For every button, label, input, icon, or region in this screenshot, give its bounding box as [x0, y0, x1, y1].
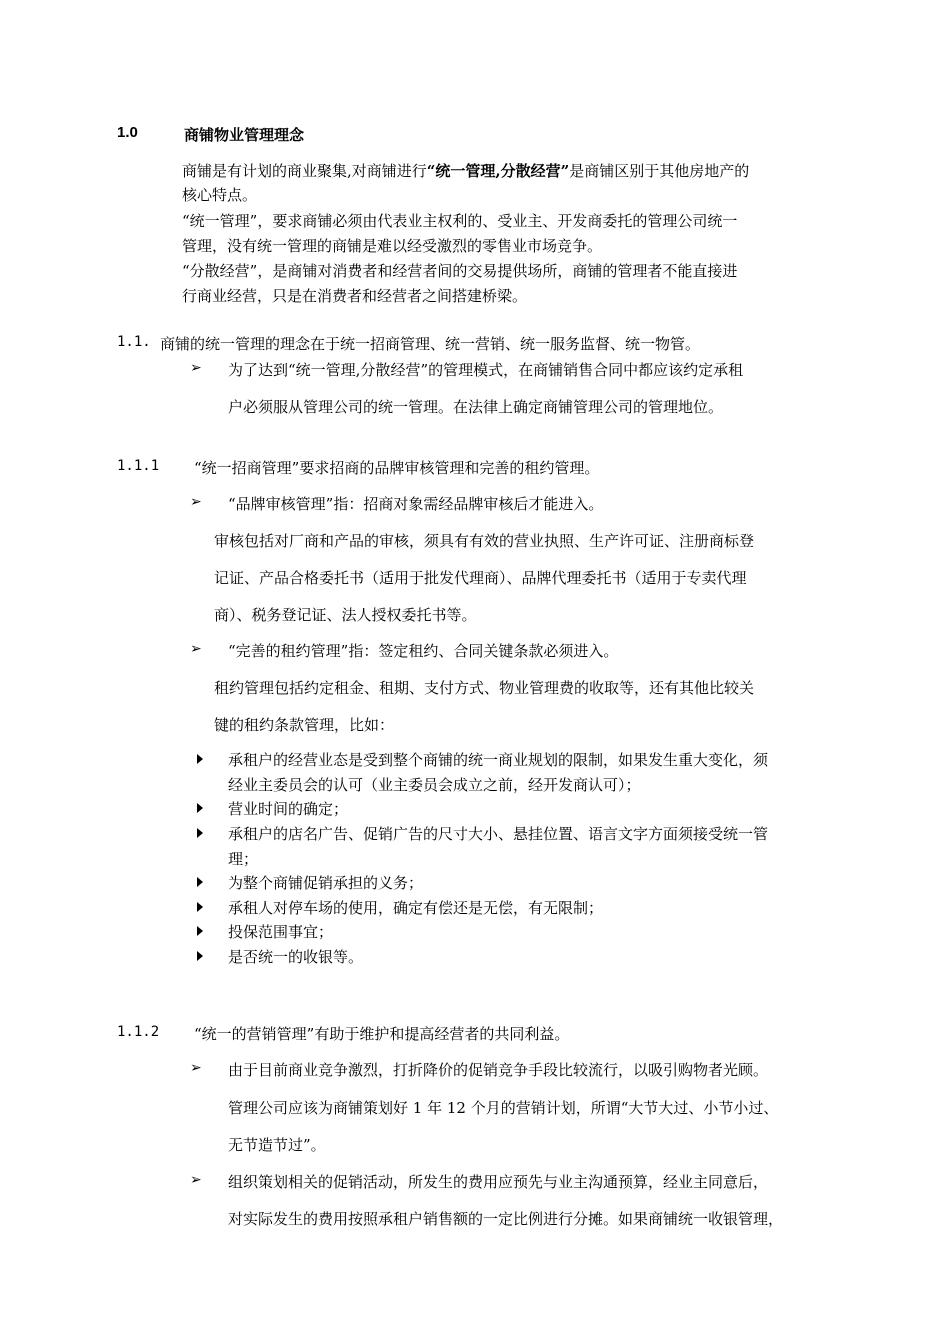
- bullet-text: 为了达到“统一管理,分散经营”的管理模式，在商铺销售合同中都应该约定承租: [228, 361, 744, 379]
- paragraph-line: 审核包括对厂商和产品的审核，须具有有效的营业执照、生产许可证、注册商标登: [214, 532, 755, 550]
- paragraph-line: “统一管理”，要求商铺必须由代表业主权利的、受业主、开发商委托的管理公司统一: [182, 212, 738, 230]
- paragraph: [182, 160, 749, 181]
- bullet-text: “品牌审核管理”指：招商对象需经品牌审核后才能进入。: [228, 495, 604, 513]
- paragraph-line: 行商业经营，只是在消费者和经营者之间搭建桥梁。: [182, 287, 528, 305]
- triangle-bullet-icon: [197, 877, 203, 887]
- triangle-bullet-icon: [197, 828, 203, 838]
- paragraph-line: 记证、产品合格委托书（适用于批发代理商）、品牌代理委托书（适用于专卖代理: [214, 569, 747, 587]
- bullet-text: 组织策划相关的促销活动，所发生的费用应预先与业主沟通预算，经业主同意后，: [228, 1173, 769, 1191]
- bullet-text: “完善的租约管理”指：签定租约、合同关键条款必须进入。: [228, 642, 619, 660]
- list-item: 为整个商铺促销承担的义务；: [228, 874, 424, 892]
- bullet-text: 由于目前商业竞争激烈，打折降价的促销竞争手段比较流行，以吸引购物者光顾。: [228, 1061, 769, 1079]
- bold-text: “统一管理,分散经营”: [426, 162, 570, 180]
- triangle-bullet-icon: [197, 926, 203, 936]
- paragraph-line: 租约管理包括约定租金、租期、支付方式、物业管理费的收取等，还有其他比较关: [214, 679, 755, 697]
- paragraph-line: 键的租约条款管理，比如：: [214, 716, 395, 734]
- paragraph-line: 无节造节过”。: [228, 1136, 326, 1154]
- section-text: “统一的营销管理”有助于维护和提高经营者的共同利益。: [194, 1025, 570, 1043]
- triangle-bullet-icon: [197, 754, 203, 764]
- triangle-bullet-icon: [197, 902, 203, 912]
- list-item: 承租户的经营业态是受到整个商铺的统一商业规划的限制，如果发生重大变化，须: [228, 751, 769, 769]
- arrow-bullet-icon: ➢: [190, 1060, 202, 1076]
- arrow-bullet-icon: ➢: [190, 1172, 202, 1188]
- section-number: 1.1.: [117, 334, 151, 350]
- paragraph-line: 商）、税务登记证、法人授权委托书等。: [214, 606, 477, 624]
- section-number: 1.1.1: [117, 458, 160, 474]
- paragraph-line: 管理，没有统一管理的商铺是难以经受激烈的零售业市场竞争。: [182, 237, 603, 255]
- paragraph-text: 商铺是有计划的商业聚集,对商铺进行: [182, 162, 427, 180]
- list-item: 理；: [228, 850, 259, 868]
- paragraph-line: 核心特点。: [182, 186, 258, 204]
- section-number: 1.0: [117, 124, 138, 141]
- arrow-bullet-icon: ➢: [190, 494, 202, 510]
- section-number: 1.1.2: [117, 1024, 160, 1040]
- triangle-bullet-icon: [197, 951, 203, 961]
- list-item: 经业主委员会的认可（业主委员会成立之前，经开发商认可）；: [228, 776, 641, 794]
- bullet-text: 户必须服从管理公司的统一管理。在法律上确定商铺管理公司的管理地位。: [228, 398, 724, 416]
- section-text: 商铺的统一管理的理念在于统一招商管理、统一营销、统一服务监督、统一物管。: [160, 335, 701, 353]
- list-item: 承租户的店名广告、促销广告的尺寸大小、悬挂位置、语言文字方面须接受统一管: [228, 825, 769, 843]
- list-item: 承租人对停车场的使用，确定有偿还是无偿，有无限制；: [228, 899, 604, 917]
- paragraph-line: 管理公司应该为商铺策划好 1 年 12 个月的营销计划，所谓“大节大过、小节小过、: [228, 1099, 779, 1117]
- triangle-bullet-icon: [197, 803, 203, 813]
- arrow-bullet-icon: ➢: [190, 641, 202, 657]
- paragraph-text: 是商铺区别于其他房地产的: [569, 162, 750, 180]
- section-title: 商铺物业管理理念: [184, 126, 305, 144]
- section-text: “统一招商管理”要求招商的品牌审核管理和完善的租约管理。: [194, 459, 600, 477]
- paragraph-line: 对实际发生的费用按照承租户销售额的一定比例进行分摊。如果商铺统一收银管理，: [228, 1210, 784, 1228]
- arrow-bullet-icon: ➢: [190, 360, 202, 376]
- list-item: 是否统一的收银等。: [228, 948, 364, 966]
- paragraph-line: “分散经营”，是商铺对消费者和经营者间的交易提供场所，商铺的管理者不能直接进: [182, 262, 738, 280]
- list-item: 投保范围事宜；: [228, 923, 334, 941]
- list-item: 营业时间的确定；: [228, 800, 349, 818]
